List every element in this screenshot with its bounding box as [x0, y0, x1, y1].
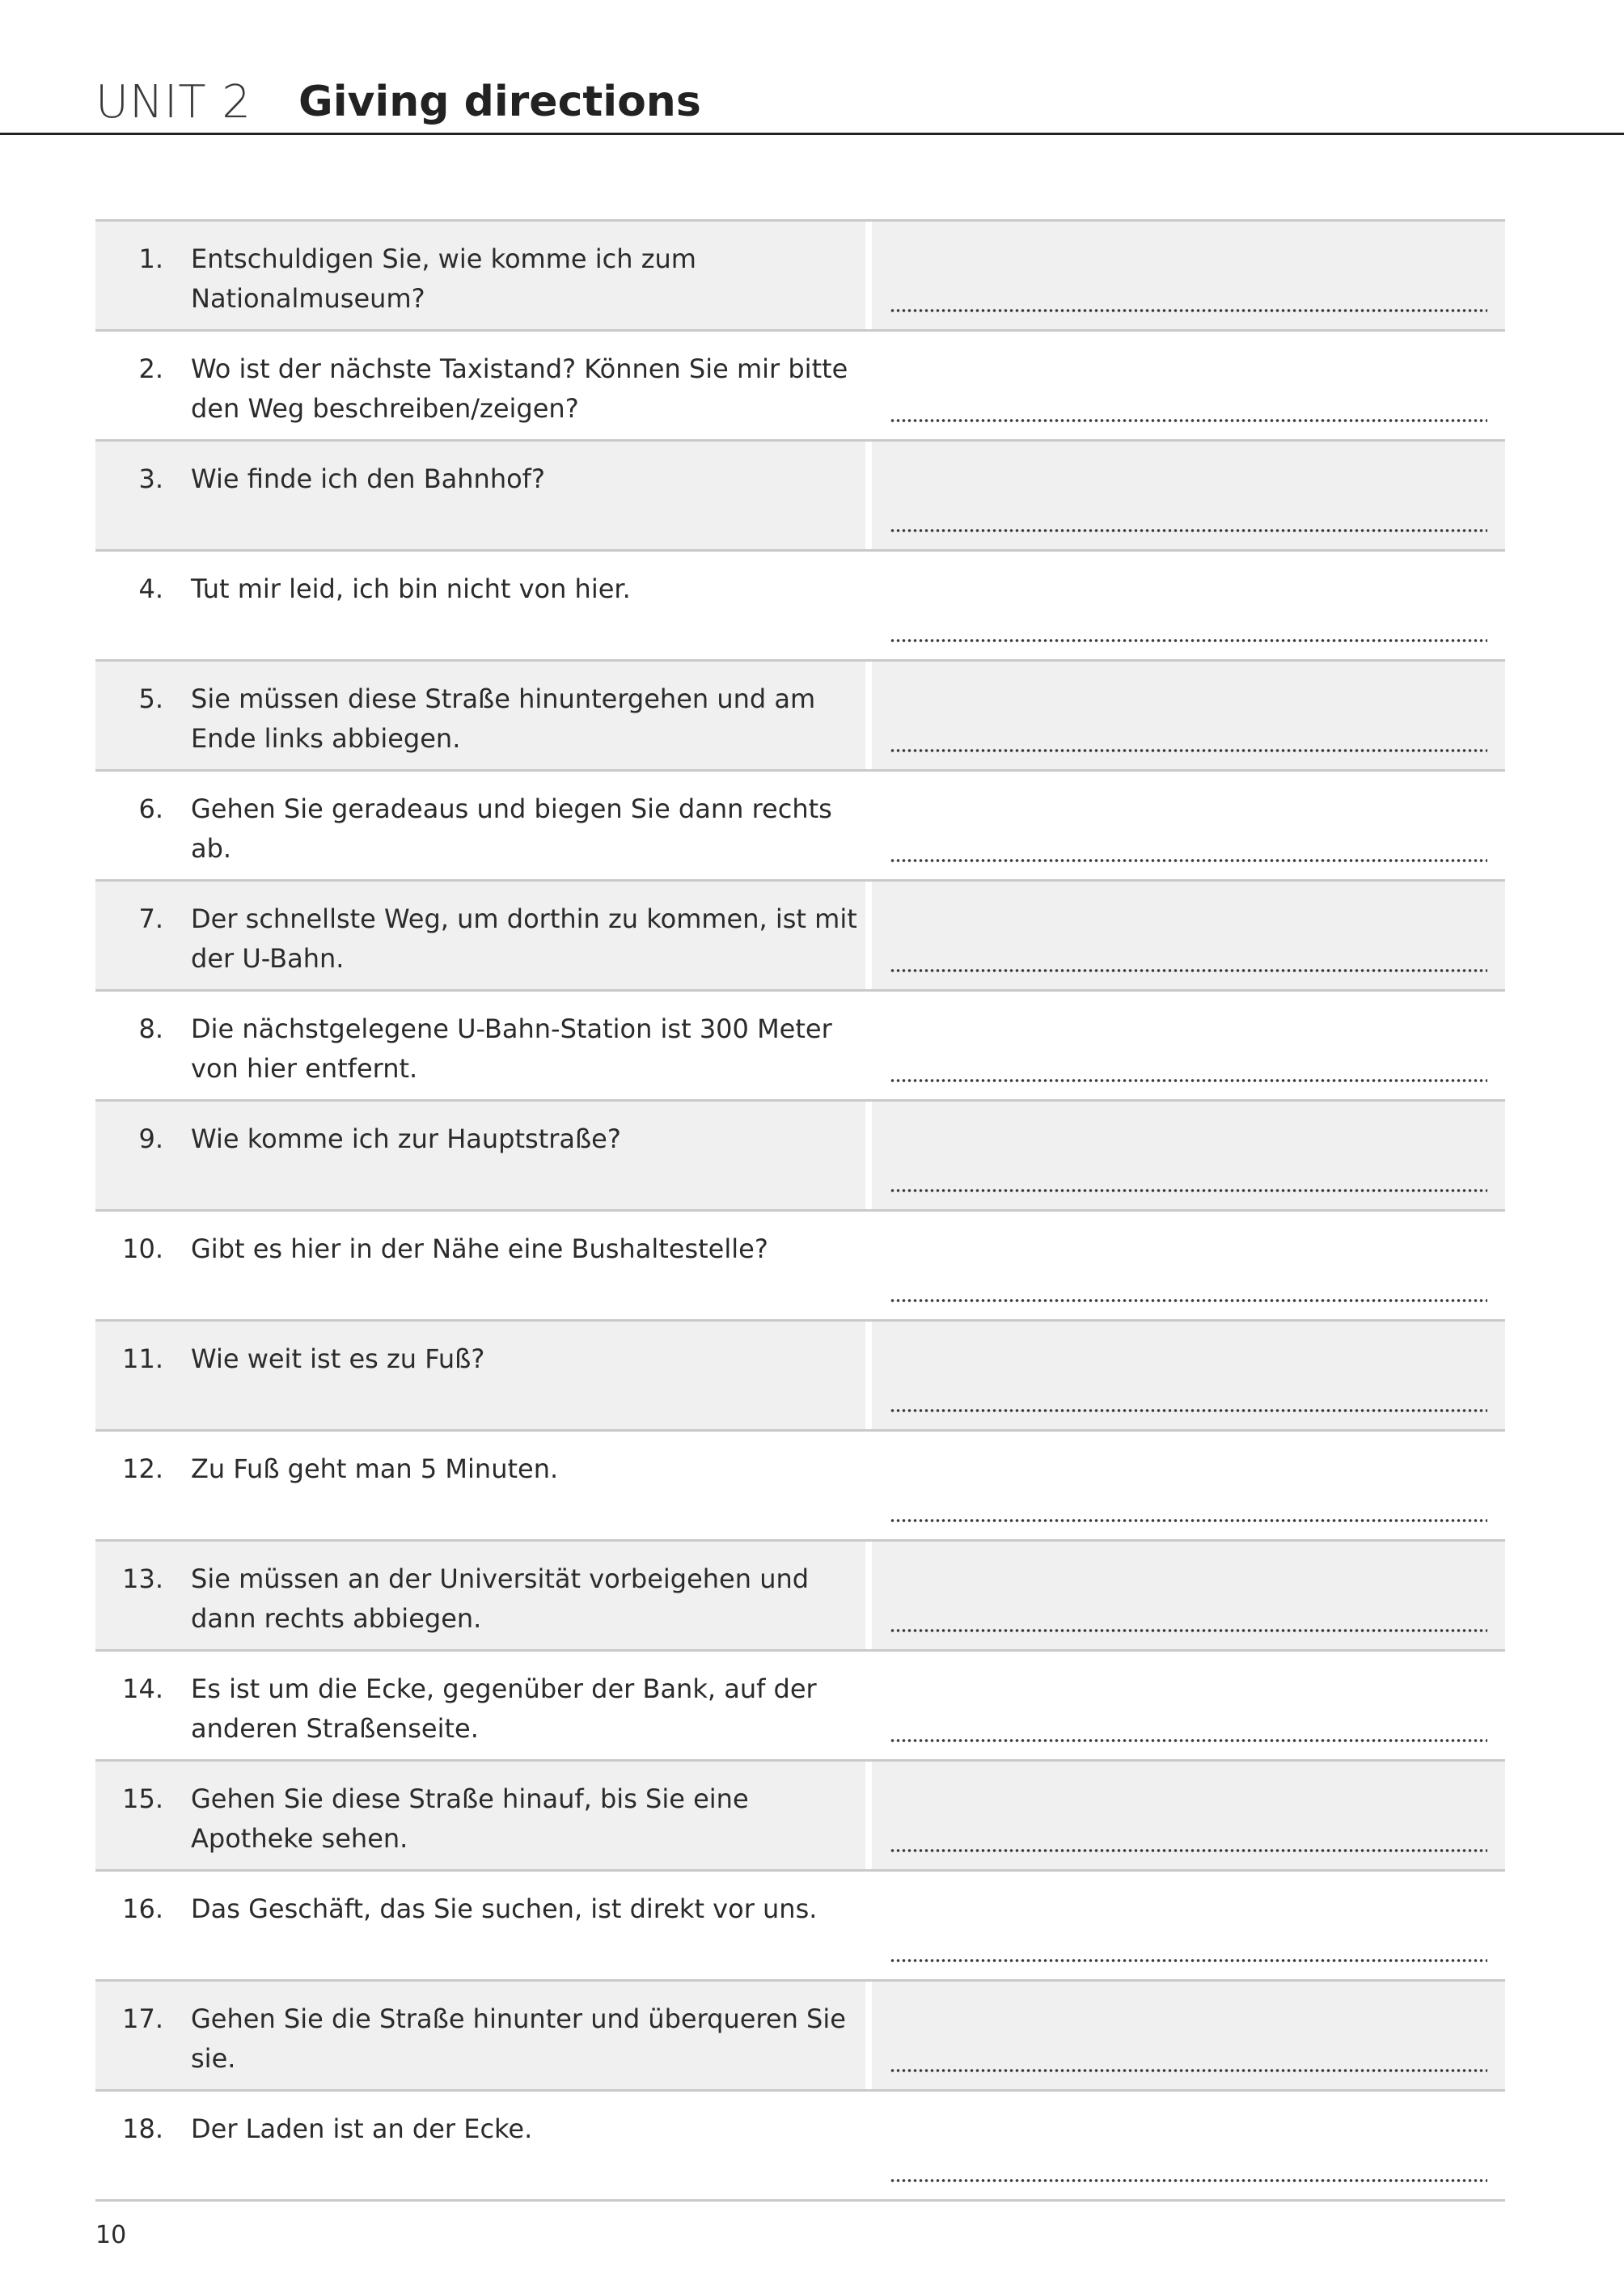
item-text: Sie müssen diese Straße hinuntergehen und am Ende links abbiegen. — [191, 683, 816, 754]
item-text: Der schnellste Weg, um dorthin zu kommen, ist mit der U-Bahn. — [191, 903, 857, 974]
answer-cell[interactable] — [872, 772, 1505, 879]
page-header — [95, 70, 701, 134]
item-number: 11. — [122, 1343, 163, 1374]
answer-cell[interactable] — [872, 1542, 1505, 1649]
column-gap — [865, 2092, 872, 2199]
answer-dotted-line[interactable] — [890, 968, 1487, 973]
answer-dotted-line[interactable] — [890, 1298, 1487, 1303]
question-cell — [95, 1542, 865, 1649]
answer-dotted-line[interactable] — [890, 2178, 1487, 2183]
exercise-row — [95, 1872, 1505, 1982]
answer-dotted-line[interactable] — [890, 528, 1487, 533]
question-cell — [95, 1762, 865, 1869]
column-gap — [865, 1102, 872, 1209]
item-number: 18. — [122, 2113, 163, 2144]
answer-cell[interactable] — [872, 2092, 1505, 2199]
column-gap — [865, 1872, 872, 1979]
answer-dotted-line[interactable] — [890, 1628, 1487, 1633]
column-gap — [865, 882, 872, 989]
answer-dotted-line[interactable] — [890, 1188, 1487, 1193]
answer-dotted-line[interactable] — [890, 1738, 1487, 1743]
item-number: 10. — [122, 1233, 163, 1264]
column-gap — [865, 332, 872, 439]
column-gap — [865, 1762, 872, 1869]
answer-cell[interactable] — [872, 1212, 1505, 1319]
exercise-row — [95, 772, 1505, 882]
column-gap — [865, 442, 872, 549]
question-cell — [95, 882, 865, 989]
answer-cell[interactable] — [872, 662, 1505, 769]
question-cell — [95, 1982, 865, 2089]
column-gap — [865, 1982, 872, 2089]
item-text: Gehen Sie diese Straße hinauf, bis Sie eine Apotheke sehen. — [191, 1783, 749, 1854]
exercise-row — [95, 1652, 1505, 1762]
item-number: 12. — [122, 1453, 163, 1484]
answer-cell[interactable] — [872, 552, 1505, 659]
question-cell — [95, 1872, 865, 1979]
item-number: 16. — [122, 1893, 163, 1924]
answer-cell[interactable] — [872, 882, 1505, 989]
answer-dotted-line[interactable] — [890, 1518, 1487, 1523]
answer-dotted-line[interactable] — [890, 418, 1487, 423]
exercise-row — [95, 1982, 1505, 2092]
item-text: Zu Fuß geht man 5 Minuten. — [191, 1453, 559, 1484]
question-cell — [95, 1432, 865, 1539]
column-gap — [865, 552, 872, 659]
question-cell — [95, 332, 865, 439]
item-number: 7. — [138, 903, 163, 934]
question-cell — [95, 1322, 865, 1429]
exercise-row — [95, 2092, 1505, 2202]
item-number: 14. — [122, 1673, 163, 1704]
answer-dotted-line[interactable] — [890, 748, 1487, 753]
exercise-row — [95, 1322, 1505, 1432]
answer-cell[interactable] — [872, 1102, 1505, 1209]
item-text: Das Geschäft, das Sie suchen, ist direkt vor uns. — [191, 1893, 818, 1924]
question-cell — [95, 1652, 865, 1759]
exercise-row — [95, 552, 1505, 662]
item-number: 4. — [138, 573, 163, 604]
answer-cell[interactable] — [872, 1872, 1505, 1979]
item-number: 13. — [122, 1563, 163, 1594]
item-text: Wie komme ich zur Hauptstraße? — [191, 1123, 621, 1154]
unit-label: UNIT 2 — [95, 75, 252, 129]
item-text: Wie weit ist es zu Fuß? — [191, 1343, 485, 1374]
answer-dotted-line[interactable] — [890, 1408, 1487, 1413]
answer-cell[interactable] — [872, 1432, 1505, 1539]
exercise-row — [95, 1542, 1505, 1652]
exercise-row — [95, 1432, 1505, 1542]
column-gap — [865, 1652, 872, 1759]
item-text: Sie müssen an der Universität vorbeigehen und dann rechts abbiegen. — [191, 1563, 810, 1634]
answer-dotted-line[interactable] — [890, 1848, 1487, 1853]
item-number: 1. — [138, 243, 163, 274]
exercise-table — [95, 219, 1505, 2202]
item-text: Der Laden ist an der Ecke. — [191, 2113, 533, 2144]
answer-dotted-line[interactable] — [890, 1958, 1487, 1963]
item-text: Wo ist der nächste Taxistand? Können Sie mir bitte den Weg beschreiben/zeigen? — [191, 353, 848, 424]
question-cell — [95, 992, 865, 1099]
exercise-row — [95, 332, 1505, 442]
column-gap — [865, 772, 872, 879]
item-number: 2. — [138, 353, 163, 384]
answer-dotted-line[interactable] — [890, 638, 1487, 643]
question-cell — [95, 662, 865, 769]
column-gap — [865, 662, 872, 769]
answer-cell[interactable] — [872, 332, 1505, 439]
column-gap — [865, 1322, 872, 1429]
exercise-row — [95, 662, 1505, 772]
exercise-row — [95, 1102, 1505, 1212]
item-text: Entschuldigen Sie, wie komme ich zum Nationalmuseum? — [191, 243, 696, 314]
exercise-row — [95, 992, 1505, 1102]
item-number: 17. — [122, 2003, 163, 2034]
exercise-row — [95, 1762, 1505, 1872]
item-text: Wie finde ich den Bahnhof? — [191, 463, 545, 494]
question-cell — [95, 1102, 865, 1209]
unit-title: Giving directions — [298, 78, 701, 126]
answer-cell[interactable] — [872, 442, 1505, 549]
item-text: Gehen Sie geradeaus und biegen Sie dann rechts ab. — [191, 793, 832, 864]
item-text: Die nächstgelegene U-Bahn-Station ist 300 Meter von hier entfernt. — [191, 1013, 832, 1084]
question-cell — [95, 442, 865, 549]
column-gap — [865, 992, 872, 1099]
column-gap — [865, 1432, 872, 1539]
exercise-row — [95, 1212, 1505, 1322]
answer-cell[interactable] — [872, 1322, 1505, 1429]
item-number: 8. — [138, 1013, 163, 1044]
item-text: Gehen Sie die Straße hinunter und überqueren Sie sie. — [191, 2003, 846, 2074]
item-number: 3. — [138, 463, 163, 494]
question-cell — [95, 222, 865, 329]
item-number: 5. — [138, 683, 163, 714]
item-text: Tut mir leid, ich bin nicht von hier. — [191, 573, 631, 604]
item-text: Es ist um die Ecke, gegenüber der Bank, auf der anderen Straßenseite. — [191, 1673, 817, 1744]
column-gap — [865, 1542, 872, 1649]
answer-dotted-line[interactable] — [890, 2068, 1487, 2073]
column-gap — [865, 222, 872, 329]
question-cell — [95, 552, 865, 659]
question-cell — [95, 2092, 865, 2199]
answer-dotted-line[interactable] — [890, 1078, 1487, 1083]
item-number: 15. — [122, 1783, 163, 1814]
item-number: 9. — [138, 1123, 163, 1154]
answer-dotted-line[interactable] — [890, 858, 1487, 863]
answer-cell[interactable] — [872, 1652, 1505, 1759]
answer-dotted-line[interactable] — [890, 308, 1487, 313]
header-divider — [0, 133, 1624, 135]
answer-cell[interactable] — [872, 1762, 1505, 1869]
question-cell — [95, 1212, 865, 1319]
page-number: 10 — [95, 2221, 127, 2249]
column-gap — [865, 1212, 872, 1319]
answer-cell[interactable] — [872, 1982, 1505, 2089]
item-number: 6. — [138, 793, 163, 824]
item-text: Gibt es hier in der Nähe eine Bushaltestelle? — [191, 1233, 768, 1264]
answer-cell[interactable] — [872, 992, 1505, 1099]
exercise-row — [95, 222, 1505, 332]
exercise-row — [95, 442, 1505, 552]
question-cell — [95, 772, 865, 879]
exercise-row — [95, 882, 1505, 992]
answer-cell[interactable] — [872, 222, 1505, 329]
